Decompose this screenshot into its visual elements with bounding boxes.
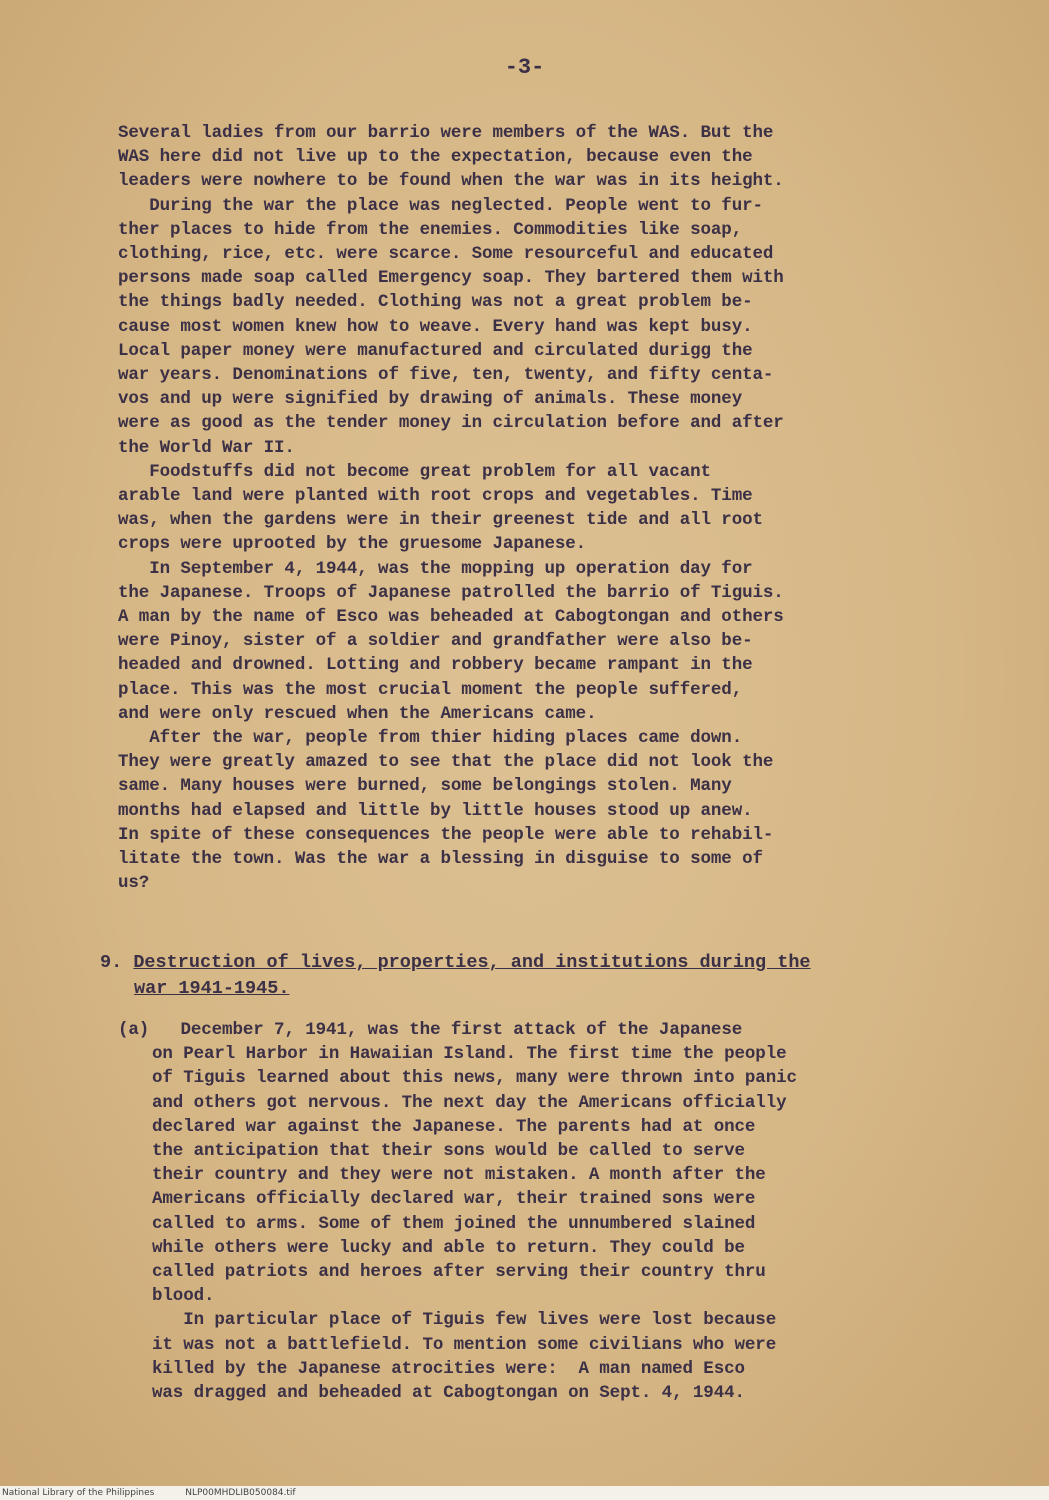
item-a-line: their country and they were not mistaken. A month after the (152, 1165, 766, 1186)
body-line: us? (118, 873, 150, 894)
item-a-label: (a) (118, 1020, 150, 1040)
body-line: Local paper money were manufactured and circulated durigg the (118, 340, 753, 361)
body-line: war years. Denominations of five, ten, twenty, and fifty centa- (118, 365, 774, 386)
item-a-rest (118, 1042, 948, 1405)
section-9-heading-line-2 (100, 976, 950, 1002)
body-line: were Pinoy, sister of a soldier and grandfather were also be- (118, 631, 753, 652)
body-line: ther places to hide from the enemies. Commodities like soap, (118, 219, 743, 240)
body-line: was, when the gardens were in their greenest tide and all root (118, 510, 763, 531)
footer-filename: NLP00MHDLIB050084.tif (185, 1488, 296, 1498)
body-line: Several ladies from our barrio were members of the WAS. But the (118, 123, 774, 143)
body-line: crops were uprooted by the gruesome Japanese. (118, 534, 587, 555)
body-line: During the war the place was neglected. People went to fur- (118, 195, 763, 216)
item-a-line-0: December 7, 1941, was the first attack of the Japanese (180, 1020, 743, 1040)
body-line: same. Many houses were burned, some belongings stolen. Many (118, 776, 732, 797)
body-line: litate the town. Was the war a blessing in disguise to some of (118, 849, 763, 870)
item-a-line: was dragged and beheaded at Cabogtongan on Sept. 4, 1944. (152, 1383, 745, 1404)
section-title-line-2: war 1941-1945. (134, 978, 290, 999)
body-line: In September 4, 1944, was the mopping up operation day for (118, 558, 753, 579)
body-line: months had elapsed and little by little houses stood up anew. (118, 800, 753, 821)
body-line: persons made soap called Emergency soap. They bartered them with (118, 268, 784, 289)
item-a-line: Americans officially declared war, their trained sons were (152, 1189, 756, 1210)
section-title-line-1: Destruction of lives, properties, and institutions during the (133, 952, 811, 973)
item-a-line: killed by the Japanese atrocities were: A man named Esco (152, 1358, 745, 1379)
body-line: place. This was the most crucial moment the people suffered, (118, 679, 743, 700)
item-a-line: it was not a battlefield. To mention some civilians who were (152, 1334, 777, 1355)
body-line: Foodstuffs did not become great problem for all vacant (118, 461, 711, 482)
section-9-heading (100, 950, 950, 1002)
body-line: vos and up were signified by drawing of animals. These money (118, 389, 743, 410)
item-a-line: while others were lucky and able to return. They could be (152, 1237, 745, 1258)
body-line: headed and drowned. Lotting and robbery became rampant in the (118, 655, 753, 676)
item-a-line: called to arms. Some of them joined the unnumbered slained (152, 1213, 756, 1234)
item-a-line: blood. (152, 1286, 215, 1307)
body-line: the World War II. (118, 437, 295, 458)
body-line: WAS here did not live up to the expectation, because even the (118, 147, 753, 168)
body-line: They were greatly amazed to see that the place did not look the (118, 752, 774, 773)
body-text-block (118, 121, 948, 896)
item-a-line: and others got nervous. The next day the Americans officially (152, 1092, 787, 1113)
body-line: leaders were nowhere to be found when the war was in its height. (118, 171, 784, 192)
section-number: 9. (100, 952, 123, 973)
item-a-block (118, 1018, 948, 1405)
item-a-line: declared war against the Japanese. The parents had at once (152, 1116, 756, 1137)
body-line: the things badly needed. Clothing was not a great problem be- (118, 292, 753, 313)
body-line: In spite of these consequences the people were able to rehabil- (118, 824, 774, 845)
item-a-line: In particular place of Tiguis few lives were lost because (152, 1310, 777, 1331)
body-line: were as good as the tender money in circulation before and after (118, 413, 784, 434)
body-line: clothing, rice, etc. were scarce. Some resourceful and educated (118, 244, 774, 265)
body-line: arable land were planted with root crops and vegetables. Time (118, 486, 753, 507)
page-number: -3- (504, 55, 545, 80)
body-line: A man by the name of Esco was beheaded at Cabogtongan and others (118, 607, 784, 628)
body-line: and were only rescued when the Americans came. (118, 703, 597, 724)
body-line: After the war, people from thier hiding places came down. (118, 728, 743, 749)
footer-source: National Library of the Philippines (2, 1488, 155, 1498)
item-a-line: on Pearl Harbor in Hawaiian Island. The first time the people (152, 1044, 787, 1065)
section-9-heading-line-1 (100, 950, 950, 976)
body-line: cause most women knew how to weave. Every hand was kept busy. (118, 316, 753, 337)
item-a-line: called patriots and heroes after serving their country thru (152, 1262, 766, 1283)
item-a-first-line (118, 1018, 948, 1042)
item-a-line: of Tiguis learned about this news, many were thrown into panic (152, 1068, 797, 1089)
body-line: the Japanese. Troops of Japanese patrolled the barrio of Tiguis. (118, 582, 784, 603)
item-a-line: the anticipation that their sons would be called to serve (152, 1141, 745, 1162)
footer-bar (0, 1486, 1049, 1500)
